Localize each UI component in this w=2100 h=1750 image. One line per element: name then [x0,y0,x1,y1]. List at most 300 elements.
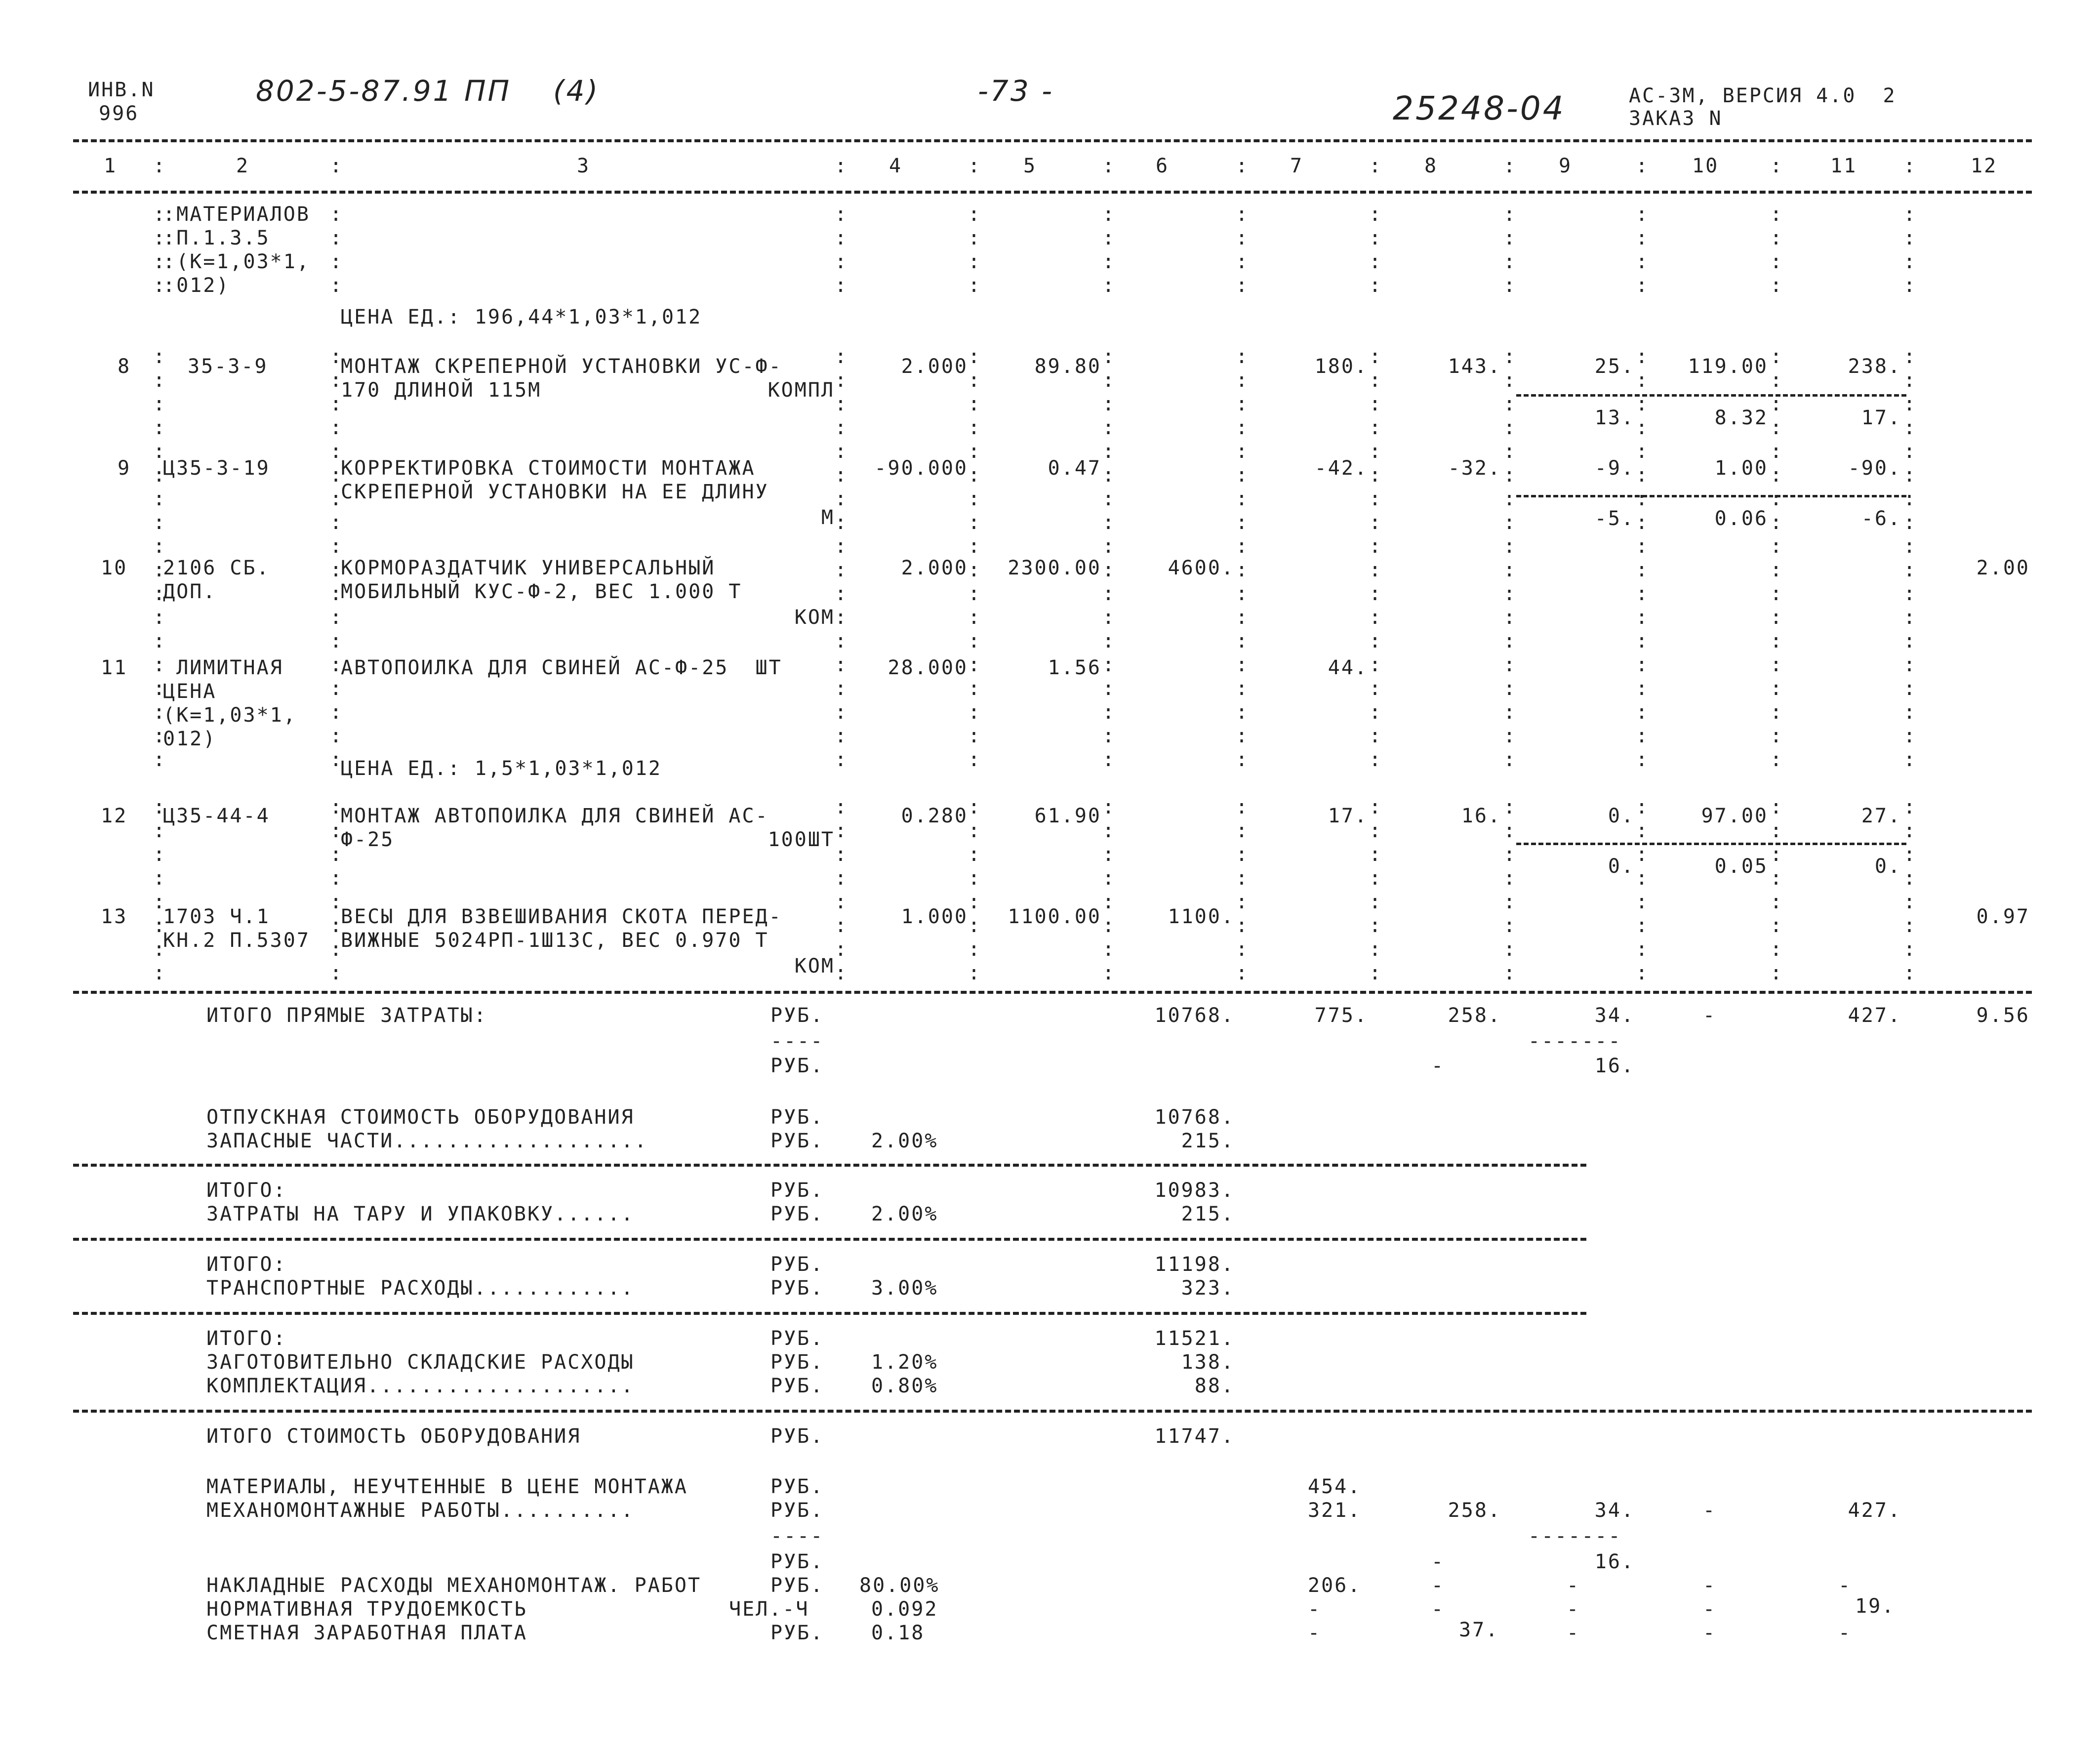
column-separator: : [330,345,344,368]
row-col6: 4600. [1168,557,1235,579]
column-separator: : [153,701,167,724]
column-separator: : [153,511,167,534]
row-code: ЦЕНА [163,680,217,703]
column-separator: : [1236,345,1250,368]
row-col10: 119.00 [1688,355,1768,378]
column-separator: : [1903,203,1917,226]
continuation-code-line: :012) [163,274,230,297]
column-separator: : [153,843,167,866]
column-separator: : [835,725,848,747]
row-col6: 1100. [1168,905,1235,928]
total-col10: - [1703,1004,1717,1027]
column-header-2: 2 [236,155,250,177]
direct-costs-label: ИТОГО ПРЯМЫЕ ЗАТРАТЫ: [206,1004,487,1027]
column-header-4: 4 [889,155,903,177]
column-separator: : [1903,227,1917,249]
column-separator: : [1770,796,1784,818]
column-separator: : [1503,511,1517,534]
row-col11: 238. [1848,355,1901,378]
column-separator: : [153,606,167,629]
column-separator: : [1636,867,1650,890]
column-separator: : [1369,345,1383,368]
row-name: МОНТАЖ АВТОПОИЛКА ДЛЯ СВИНЕЙ АС- [341,805,769,827]
wage-col7: - [1308,1622,1322,1644]
column-separator: : [1503,653,1517,676]
dash-separator: ------- [1528,1030,1622,1053]
labor-unit: ЧЕЛ.-Ч [729,1598,809,1621]
column-separator: : [1903,867,1917,890]
column-separator: : [153,582,167,605]
page-number: -73 - [978,74,1054,108]
mech-col11: 427. [1848,1499,1901,1522]
column-separator: : [968,819,982,842]
row-number: 10 [101,557,128,579]
labor-value: 0.092 [871,1598,938,1621]
column-separator: : [330,393,344,415]
column-separator: : [1369,250,1383,273]
column-separator: : [1102,274,1116,297]
column-separator: : [1102,796,1116,818]
column-separator: : [968,748,982,771]
column-separator: : [1369,464,1383,487]
row-code: 012) [163,728,217,750]
column-separator: : [835,155,848,177]
column-separator: : [1236,867,1250,890]
column-separator: : [1503,867,1517,890]
row-quantity: 2.000 [901,355,968,378]
column-separator: : [1236,511,1250,534]
currency-label: РУБ. [770,1055,824,1077]
equipment-line-value: 323. [1181,1277,1235,1300]
column-separator: : [153,653,167,676]
column-separator: : [835,369,848,392]
column-separator: : [330,535,344,558]
column-separator: : [1236,796,1250,818]
column-separator: : [1369,606,1383,629]
column-separator: : [1369,488,1383,510]
column-separator: : [153,488,167,510]
column-separator: : [968,369,982,392]
column-separator: : [1369,630,1383,652]
column-separator: : [968,938,982,961]
overhead-col8: - [1431,1574,1445,1597]
column-separator: : [153,155,167,177]
dash-separator: ------- [1528,1525,1622,1547]
header-rule [73,139,2032,142]
row-name: ВИЖНЫЕ 5024РП-1Ш13С, ВЕС 0.970 Т [341,929,769,952]
column-separator: : [330,914,344,937]
column-separator: : [1770,440,1784,463]
currency-label: РУБ. [770,1179,824,1202]
column-separator: : [1102,701,1116,724]
column-separator: : [153,416,167,439]
column-separator: : [1236,843,1250,866]
column-separator: : [1636,701,1650,724]
equipment-line-value: 11198. [1154,1253,1235,1276]
column-separator: : [968,227,982,249]
column-separator: : [835,867,848,890]
column-separator: : [1102,345,1116,368]
column-separator: : [330,440,344,463]
column-separator: : [835,274,848,297]
column-separator: : [968,250,982,273]
wage-label: СМЕТНАЯ ЗАРАБОТНАЯ ПЛАТА [206,1622,527,1644]
continuation-code-line: :МАТЕРИАЛОВ [163,203,310,226]
column-separator: : [330,488,344,510]
column-separator: : [1236,274,1250,297]
column-separator: : [835,393,848,415]
column-separator: : [1903,559,1917,581]
column-separator: : [835,938,848,961]
row-col8: 143. [1448,355,1501,378]
column-separator: : [153,891,167,913]
column-separator: : [1369,914,1383,937]
equipment-line-value: 11521. [1154,1327,1235,1350]
column-separator: : [1636,630,1650,652]
column-separator: : [835,630,848,652]
column-separator: : [153,559,167,581]
column-separator: : [1636,559,1650,581]
overhead-col9: - [1567,1574,1580,1597]
column-separator: : [1503,748,1517,771]
column-separator: : [1369,819,1383,842]
row-number: 12 [101,805,128,827]
column-separator: : [835,559,848,581]
column-separator: : [1636,511,1650,534]
row-unit-price: 61.90 [1034,805,1101,827]
column-separator: : [1369,867,1383,890]
column-separator: : [1636,440,1650,463]
column-header-12: 12 [1971,155,1998,177]
row-number: 11 [101,656,128,679]
column-separator: : [1903,511,1917,534]
column-separator: : [153,393,167,415]
document-code: 802-5-87.91 ПП [256,74,512,108]
row-code: Ц35-3-19 [163,457,270,480]
column-separator: : [1503,440,1517,463]
equipment-line-percent: 2.00% [871,1130,938,1152]
equipment-line-value: 10768. [1154,1106,1235,1129]
column-separator: : [835,796,848,818]
column-separator: : [1236,155,1250,177]
inventory-number: 996 [99,102,139,125]
column-separator: : [1236,440,1250,463]
column-separator: : [153,819,167,842]
equipment-line-value: 138. [1181,1351,1235,1374]
column-separator: : [1102,891,1116,913]
column-separator: : [1369,725,1383,747]
equipment-line-label: КОМПЛЕКТАЦИЯ.................... [206,1375,635,1397]
row-number: 9 [118,457,131,480]
column-separator: : [1903,748,1917,771]
column-separator: : [1369,559,1383,581]
row-sub-col10: 0.06 [1714,507,1768,530]
column-separator: : [1636,725,1650,747]
column-separator: : [1236,250,1250,273]
column-separator: : [968,606,982,629]
row-name: АВТОПОИЛКА ДЛЯ СВИНЕЙ АС-Ф-25 ШТ [341,656,782,679]
column-separator: : [1903,488,1917,510]
column-separator: : [153,535,167,558]
column-separator: : [1503,725,1517,747]
row-col7: 17. [1328,805,1368,827]
column-separator: : [1903,274,1917,297]
wage-value: 0.18 [871,1622,925,1644]
column-separator: : [1236,203,1250,226]
column-separator: : [1369,203,1383,226]
column-separator: : [153,914,167,937]
row-unit: КОМ [794,955,835,977]
column-separator: : [1102,511,1116,534]
row-unit: КОМПЛ [767,379,835,402]
equipment-line-label: ИТОГО: [206,1253,287,1276]
row-name: МОНТАЖ СКРЕПЕРНОЙ УСТАНОВКИ УС-Ф- [341,355,782,378]
row-code: ЛИМИТНАЯ [163,656,283,679]
total-sub-col8: - [1431,1055,1445,1077]
row-name: СКРЕПЕРНОЙ УСТАНОВКИ НА ЕЕ ДЛИНУ [341,481,769,503]
row-col9: 25. [1594,355,1635,378]
column-separator: : [1236,227,1250,249]
column-separator: : [1770,582,1784,605]
column-header-6: 6 [1156,155,1170,177]
column-separator: : [968,416,982,439]
column-separator: : [968,914,982,937]
row-quantity: 0.280 [901,805,968,827]
labor-col10: - [1703,1598,1717,1621]
column-header-10: 10 [1692,155,1719,177]
column-separator: : [1369,796,1383,818]
overhead-col10: - [1703,1574,1717,1597]
column-separator: : [1636,938,1650,961]
overhead-col11: - [1838,1574,1852,1597]
column-separator: : [1236,891,1250,913]
column-separator: : [1636,227,1650,249]
currency-label: РУБ. [770,1425,824,1448]
column-separator: : [1102,416,1116,439]
column-header-rule [73,191,2032,194]
column-separator: : [1903,582,1917,605]
column-separator: : [968,891,982,913]
overhead-label: НАКЛАДНЫЕ РАСХОДЫ МЕХАНОМОНТАЖ. РАБОТ [206,1574,702,1597]
column-separator: : [835,914,848,937]
column-separator: : [330,511,344,534]
column-separator: : [1503,535,1517,558]
column-separator: : [153,440,167,463]
column-separator: : [1770,962,1784,984]
column-separator: : [1503,559,1517,581]
column-separator: : [1236,416,1250,439]
column-separator: : [968,155,982,177]
total-sub-col9: 16. [1594,1055,1635,1077]
column-separator: : [1369,511,1383,534]
column-separator: : [1102,819,1116,842]
column-separator: : [1102,938,1116,961]
column-separator: : [1369,891,1383,913]
column-separator: : [1770,155,1784,177]
column-separator: : [968,630,982,652]
column-separator: : [835,535,848,558]
column-separator: : [330,867,344,890]
column-separator: : [1770,511,1784,534]
equipment-line-percent: 1.20% [871,1351,938,1374]
column-separator: : [153,867,167,890]
row-quantity: 2.000 [901,557,968,579]
column-separator: : [1236,369,1250,392]
column-separator: : [1369,155,1383,177]
column-separator: : [1503,155,1517,177]
column-separator: : [1770,464,1784,487]
total-col8: 258. [1448,1004,1501,1027]
column-separator: : [835,891,848,913]
column-separator: : [835,488,848,510]
mech-col7: 321. [1308,1499,1362,1522]
equipment-line-percent: 3.00% [871,1277,938,1300]
mech-col10: - [1703,1499,1717,1522]
column-separator: : [1236,559,1250,581]
column-separator: : [1236,725,1250,747]
column-separator: : [330,250,344,273]
order-label: ЗАКАЗ N [1629,107,1723,130]
column-separator: : [1770,748,1784,771]
column-separator: : [1369,440,1383,463]
column-separator: : [330,653,344,676]
row-col9: -9. [1594,457,1635,480]
column-separator: : [1770,250,1784,273]
row-sub-col10: 0.05 [1714,855,1768,878]
row-code: 1703 Ч.1 [163,905,270,928]
column-separator: : [1903,464,1917,487]
column-separator: : [1102,559,1116,581]
currency-label: РУБ. [770,1130,824,1152]
equipment-line-percent: 0.80% [871,1375,938,1397]
total-col12: 9.56 [1976,1004,2030,1027]
column-separator: : [1102,677,1116,700]
mech-col8: 258. [1448,1499,1501,1522]
column-separator: : [835,416,848,439]
column-separator: : [330,796,344,818]
labor-label: НОРМАТИВНАЯ ТРУДОЕМКОСТЬ [206,1598,527,1621]
column-separator: : [153,464,167,487]
column-separator: : [968,725,982,747]
column-separator: : [1503,250,1517,273]
column-separator: : [1903,606,1917,629]
column-separator: : [1636,250,1650,273]
column-separator: : [330,464,344,487]
row-col7: 180. [1314,355,1368,378]
column-separator: : [1102,606,1116,629]
column-separator: : [1236,748,1250,771]
column-separator: : [1102,464,1116,487]
row-sub-col9: 13. [1594,407,1635,429]
materials-label: МАТЕРИАЛЫ, НЕУЧТЕННЫЕ В ЦЕНЕ МОНТАЖА [206,1475,688,1498]
column-separator: : [1102,369,1116,392]
equipment-line-label: ЗАГОТОВИТЕЛЬНО СКЛАДСКИЕ РАСХОДЫ [206,1351,635,1374]
row-col7: -42. [1314,457,1368,480]
column-separator: : [835,653,848,676]
column-separator: : [1770,819,1784,842]
column-separator: : [1636,535,1650,558]
mech-sub-col9: 16. [1594,1550,1635,1573]
column-separator: : [1369,938,1383,961]
column-header-11: 11 [1830,155,1858,177]
column-separator: : [835,843,848,866]
currency-label: РУБ. [770,1475,824,1498]
column-separator: : [835,464,848,487]
column-separator: : [1503,227,1517,249]
currency-label: РУБ. [770,1253,824,1276]
column-separator: : [1903,914,1917,937]
column-separator: : [1636,274,1650,297]
column-separator: : [1503,914,1517,937]
row-code: 35-3-9 [188,355,268,378]
column-separator: : [330,962,344,984]
column-separator: : [968,203,982,226]
column-separator: : [1102,440,1116,463]
column-separator: : [330,725,344,747]
column-separator: : [1770,227,1784,249]
column-separator: : [330,227,344,249]
row-quantity: -90.000 [874,457,968,480]
column-separator: : [1369,227,1383,249]
document-part: (4) [553,74,600,108]
column-separator: : [330,606,344,629]
equipment-line-label: ЗАПАСНЫЕ ЧАСТИ................... [206,1130,648,1152]
column-separator: : [1903,843,1917,866]
column-separator: : [153,796,167,818]
row-sub-col11: -6. [1861,507,1901,530]
column-separator: : [153,227,167,249]
column-separator: : [330,416,344,439]
column-separator: : [1636,748,1650,771]
column-separator: : [330,748,344,771]
column-separator: : [1369,535,1383,558]
column-separator: : [968,559,982,581]
column-separator: : [1102,630,1116,652]
total-col6: 10768. [1154,1004,1235,1027]
column-separator: : [1770,535,1784,558]
column-separator: : [1369,962,1383,984]
column-separator: : [1369,416,1383,439]
column-separator: : [1503,464,1517,487]
equipment-line-value: 215. [1181,1130,1235,1152]
mech-works-label: МЕХАНОМОНТАЖНЫЕ РАБОТЫ.......... [206,1499,635,1522]
column-separator: : [1236,819,1250,842]
equipment-total-label: ИТОГО СТОИМОСТЬ ОБОРУДОВАНИЯ [206,1425,581,1448]
row-price-note: ЦЕНА ЕД.: 1,5*1,03*1,012 [341,757,662,780]
labor-col9: - [1567,1598,1580,1621]
column-separator: : [1503,701,1517,724]
column-separator: : [1503,203,1517,226]
currency-label: РУБ. [770,1622,824,1644]
column-separator: : [968,701,982,724]
equipment-line-percent: 2.00% [871,1203,938,1225]
row-col8: -32. [1448,457,1501,480]
row-col11: -90. [1848,457,1901,480]
column-separator: : [1636,203,1650,226]
currency-label: РУБ. [770,1499,824,1522]
row-col8: 16. [1461,805,1501,827]
column-separator: : [1636,155,1650,177]
continuation-price-note: ЦЕНА ЕД.: 196,44*1,03*1,012 [341,306,702,328]
column-separator: : [1369,843,1383,866]
column-separator: : [1503,369,1517,392]
column-separator: : [1102,725,1116,747]
column-separator: : [330,819,344,842]
column-separator: : [330,843,344,866]
column-separator: : [1636,606,1650,629]
row-quantity: 28.000 [888,656,968,679]
column-separator: : [835,677,848,700]
